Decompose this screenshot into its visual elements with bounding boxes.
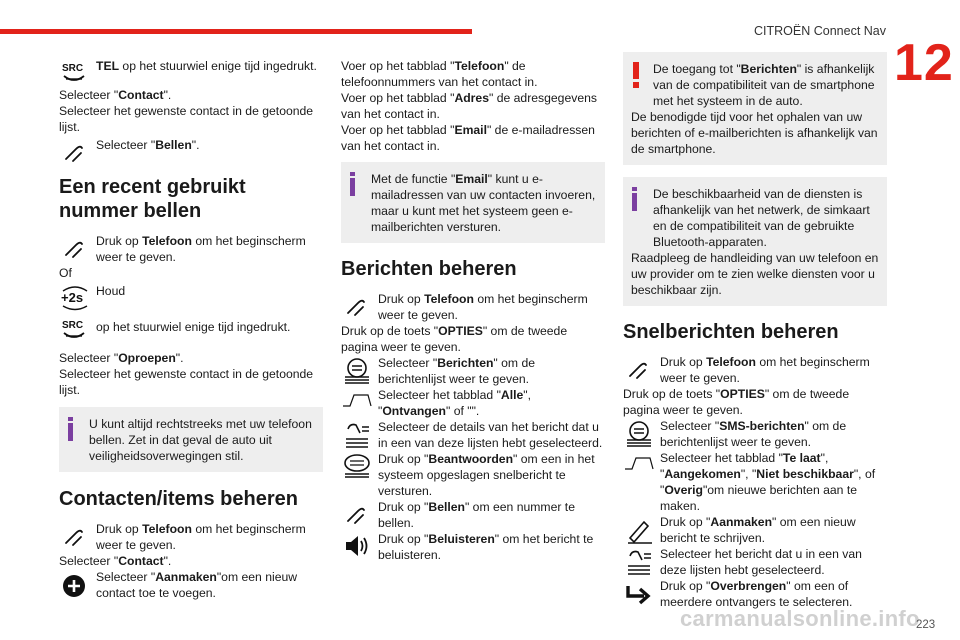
select-oproepen-line2: Selecteer het gewenste contact in de getoonde lijst. [59, 367, 314, 397]
tab-icon [624, 452, 654, 480]
telefoon-step-1-text: Druk op Telefoon om het beginscherm weer te geven. [96, 234, 306, 264]
plus-2s-icon [60, 285, 90, 313]
opties-text: Druk op de toets "OPTIES" om de tweede pagina weer te geven. [341, 324, 568, 354]
add-circle-icon [60, 571, 90, 599]
src-icon-label: SRC [62, 63, 84, 74]
berichten-step [341, 355, 605, 387]
tel-step-text: TEL op het stuurwiel enige tijd ingedrukt. [96, 59, 317, 73]
warning-text-1: De toegang tot "Berichten" is afhankelijk van de compatibiliteit van de smartphone met het systeem in de auto. [653, 62, 875, 108]
alle-step [341, 387, 605, 419]
select-oproepen-text: Selecteer "Oproepen". [59, 351, 184, 365]
touch-icon [342, 293, 372, 321]
select-contact-text: Selecteer "Contact". [59, 88, 172, 102]
info-box [341, 162, 605, 243]
touch-icon [342, 501, 372, 529]
heading-contacts: Contacten/items beheren [59, 488, 298, 510]
info-icon [630, 187, 640, 215]
aanmaken-step [59, 569, 323, 601]
touch-icon [60, 235, 90, 263]
telefoon-step [341, 291, 605, 323]
info-box [623, 177, 887, 306]
bellen-text: Selecteer "Bellen". [96, 138, 200, 152]
aanmaken-text: Selecteer "Aanmaken"om een nieuw contact toe te voegen. [96, 570, 298, 600]
touch-icon [624, 356, 654, 384]
details-step [341, 419, 605, 451]
telefoon-step-text: Druk op Telefoon om het beginscherm weer te geven. [660, 355, 870, 385]
telefoon-step-1 [59, 233, 323, 265]
beluisteren-step [341, 531, 605, 563]
tel-step [59, 58, 323, 78]
houd-text: Houd [96, 284, 126, 298]
sms-step [623, 418, 887, 450]
tab-email-text: Voer op het tabblad "Email" de e-mailadressen van het contact in. [341, 123, 595, 153]
heading-recent-number: Een recent gebruikt nummer bellen [59, 176, 246, 222]
info-box-text: U kunt altijd rechtstreeks met uw telefoon bellen. Zet in dat geval de auto uit veiligheidsoverwegingen stil. [89, 417, 312, 463]
info-icon [66, 417, 76, 445]
info-box [59, 407, 323, 472]
select-list-icon [624, 548, 654, 576]
plus2s-icon-label: +2s [61, 290, 84, 305]
src-step [59, 315, 323, 341]
header-accent-bar [0, 29, 472, 34]
speaker-icon [342, 533, 372, 561]
tabs-step [623, 450, 887, 514]
column-1 [59, 58, 323, 601]
tab-telefoon-text: Voer op het tabblad "Telefoon" de telefoonnummers van het contact in. [341, 59, 538, 89]
touch-icon [60, 523, 90, 551]
overbrengen-text: Druk op "Overbrengen" om een of meerdere ontvangers te selecteren. [660, 579, 853, 609]
select-list-icon [342, 421, 372, 449]
running-header-title: CITROËN Connect Nav [754, 24, 886, 38]
heading-quick-messages: Snelberichten beheren [623, 321, 839, 343]
info-icon [348, 172, 358, 200]
telefoon-step [623, 354, 887, 386]
alle-text: Selecteer het tabblad "Alle", "Ontvangen" of "". [378, 388, 531, 418]
aanmaken-step [623, 514, 887, 546]
chapter-number: 12 [894, 34, 954, 92]
beantwoorden-step [341, 451, 605, 499]
watermark: carmanualsonline.info [680, 606, 920, 631]
src-step-text: op het stuurwiel enige tijd ingedrukt. [96, 320, 291, 334]
src-button-icon [60, 317, 90, 345]
telefoon-step-2 [59, 521, 323, 553]
berichten-text: Selecteer "Berichten" om de berichtenlijst weer te geven. [378, 356, 536, 386]
or-text: Of [59, 266, 72, 280]
beantwoorden-text: Druk op "Beantwoorden" om een in het systeem opgeslagen snelbericht te versturen. [378, 452, 595, 498]
bellen-text: Druk op "Bellen" om een nummer te bellen. [378, 500, 575, 530]
details-text: Selecteer de details van het bericht dat u in een van deze lijsten hebt geselecteerd. [378, 420, 603, 450]
heading-messages: Berichten beheren [341, 258, 517, 280]
select-contact-line2: Selecteer het gewenste contact in de getoonde lijst. [59, 104, 314, 134]
opties-text: Druk op de toets "OPTIES" om de tweede pagina weer te geven. [623, 387, 850, 417]
beluisteren-text: Druk op "Beluisteren" om het bericht te beluisteren. [378, 532, 594, 562]
forward-arrow-icon [624, 580, 654, 608]
column-3 [623, 58, 887, 610]
houd-step [59, 283, 323, 309]
tabs-text: Selecteer het tabblad "Te laat", "Aangekomen", "Niet beschikbaar", of "Overig"om nieuwe berichten aan te maken. [660, 451, 876, 513]
touch-icon [60, 139, 90, 167]
src-button-icon [60, 60, 90, 88]
page-number: 223 [916, 619, 936, 631]
warning-text-2: De benodigde tijd voor het ophalen van uw berichten of e-mailberichten is afhankelijk van de smartphone. [631, 110, 878, 156]
telefoon-step-text: Druk op Telefoon om het beginscherm weer te geven. [378, 292, 588, 322]
info-text-1: De beschikbaarheid van de diensten is afhankelijk van het netwerk, de simkaart en de compatibiliteit van de gebruikte Bluetooth-apparaten. [653, 187, 870, 249]
telefoon-step-2-text: Druk op Telefoon om het beginscherm weer te geven. [96, 522, 306, 552]
src-icon-label: SRC [62, 320, 84, 331]
message-list-icon [624, 420, 654, 448]
warning-icon [630, 62, 642, 92]
message-list-icon [342, 357, 372, 385]
info-text-2: Raadpleeg de handleiding van uw telefoon en uw provider om te zien welke diensten voor u beschikbaar zijn. [631, 251, 879, 297]
tab-icon [342, 389, 372, 417]
reply-message-icon [342, 453, 372, 481]
selecteer-step [623, 546, 887, 578]
pencil-icon [624, 516, 654, 544]
select-contact2-text: Selecteer "Contact". [59, 554, 172, 568]
aanmaken-text: Druk op "Aanmaken" om een nieuw bericht te schrijven. [660, 515, 856, 545]
info-email-text: Met de functie "Email" kunt u e-mailadressen van uw contacten invoeren, maar u kunt met het systeem geen e-mailberichten versturen. [371, 172, 596, 234]
bellen-step [59, 137, 323, 163]
selecteer-text: Selecteer het bericht dat u in een van deze lijsten hebt geselecteerd. [660, 547, 862, 577]
column-2 [341, 58, 605, 563]
sms-text: Selecteer "SMS-berichten" om de berichtenlijst weer te geven. [660, 419, 847, 449]
tab-adres-text: Voer op het tabblad "Adres" de adresgegevens van het contact in. [341, 91, 597, 121]
warning-box [623, 52, 887, 165]
bellen-step [341, 499, 605, 531]
